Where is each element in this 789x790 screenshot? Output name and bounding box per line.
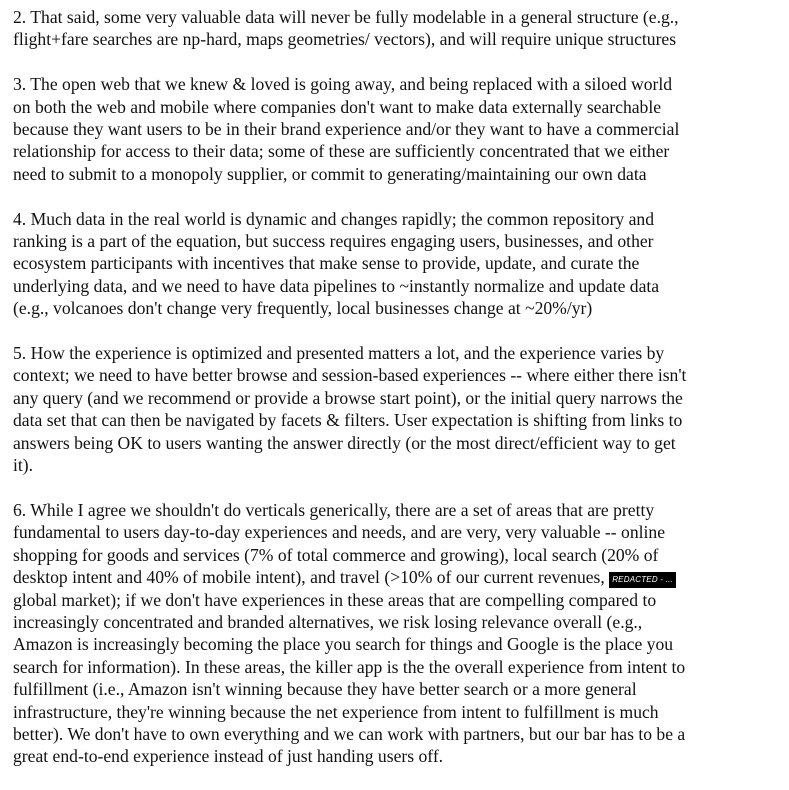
paragraph-point-6 bbox=[13, 499, 783, 768]
paragraph-point-4: 4. Much data in the real world is dynamic and changes rapidly; the common repository and ranking is a part of the equation, but success requires engaging users, businesses, and other ecosystem participants with incentives that make sense to provide, update, and curate the underlying data, and we need to have data pipelines to ~instantly normalize and update data (e.g., volcanoes don't change very frequently, local businesses change at ~20%/yr) bbox=[13, 208, 660, 319]
paragraph-point-3: 3. The open web that we knew & loved is going away, and being replaced with a siloed world on both the web and mobile where companies don't want to make data externally searchable because they want users to be in their brand experience and/or they want to have a commercial relationship for access to their data; some of these are sufficiently concentrated that we either need to submit to a monopoly supplier, or commit to generating/maintaining our own data bbox=[13, 74, 680, 184]
paragraph-point-5: 5. How the experience is optimized and presented matters a lot, and the experience varies by context; we need to have better browse and session-based experiences -- where either there isn't any query (and we recommend or provide a browse start point), or the initial query narrows the data set that can then be navigated by facets & filters. User expectation is shifting from links to answers being OK to users wanting the answer directly (or the most direct/efficient way to get it). bbox=[13, 343, 687, 476]
paragraph-point-2: 2. That said, some very valuable data will never be fully modelable in a general structure (e.g., flight+fare searches are np-hard, maps geometries/ vectors), and will require unique structures bbox=[13, 7, 679, 50]
paragraph-6-text-before-redaction: 6. While I agree we shouldn't do verticals generically, there are a set of areas that are pretty fundamental to users day-to-day experiences and needs, and are very, very valuable -- online shopping for goods and services (7% of total commerce and growing), local search (20% of desktop intent and 40% of mobile intent), and travel (>10% of our current revenues, bbox=[13, 499, 665, 588]
document-page bbox=[13, 6, 783, 790]
paragraph-6-text-after-redaction: global market); if we don't have experiences in these areas that are compelling compared to increasingly concentrated and branded alternatives, we risk losing relevance overall (e.g., Amazon is increasingly becoming the place you search for things and Google is the place you search for information). In these areas, the killer app is the the overall experience from intent to fulfillment (i.e., Amazon isn't winning because they have better search or a more general infrastructure, they're winning because the net experience from intent to fulfillment is much better). We don't have to own everything and we can work with partners, but our bar has to be a great end-to-end experience instead of just handing users off. bbox=[13, 589, 686, 767]
redaction-box: REDACTED - ... bbox=[609, 572, 676, 588]
